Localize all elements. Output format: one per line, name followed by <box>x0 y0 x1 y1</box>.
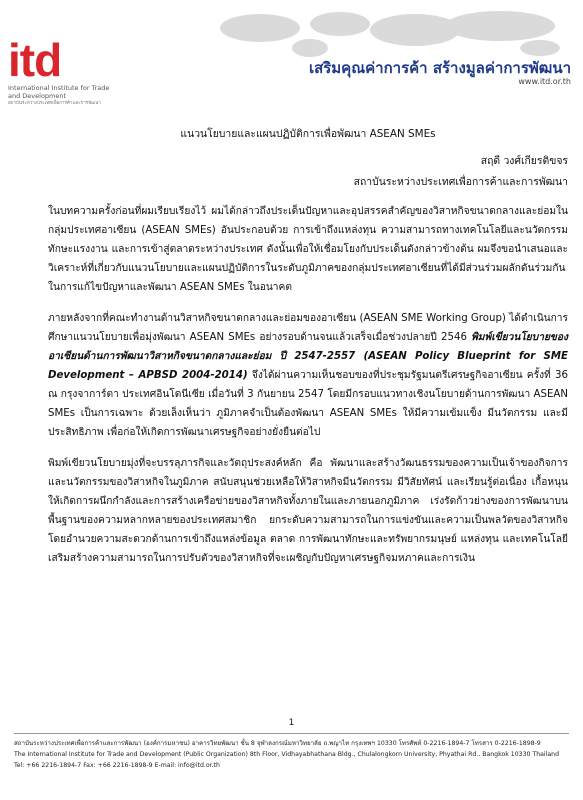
world-map-graphic <box>200 6 580 61</box>
page-header <box>0 0 583 118</box>
footer-address-th: สถาบันระหว่างประเทศเพื่อการค้าและการพัฒนา (องค์การมหาชน) อาคารวิทยพัฒนา ชั้น 8 จุฬาลงกรณ์มหาวิทยาลัย ถ.พญาไท กรุงเทพฯ 10330 โทรศัพท์ 0-2216-1894-7 โทรสาร 0-2216-1898-9 <box>14 740 541 747</box>
logo-subtitle-th: สถาบันระหว่างประเทศเพื่อการค้าและการพัฒนา <box>8 101 101 106</box>
page-footer <box>14 738 574 771</box>
paragraph-3: พิมพ์เขียวนโยบายมุ่งที่จะบรรลุภารกิจและวัตถุประสงค์หลัก คือ พัฒนาและสร้างวัฒนธรรมของความเป็นเจ้าของกิจการและนวัตกรรมของวิสาหกิจในภูมิภาค สนับสนุนช่วยเหลือให้วิสาหกิจมีนวัตกรรม มีวิสัยทัศน์ และเรียนรู้ต่อเนื่อง เกื้อหนุนให้เกิดการผนึกกำลังและการสร้างเครือข่ายของวิสาหกิจทั้งภายในและภายนอกภูมิภาค เร่งรัดก้าวย่างของการพัฒนาบนพื้นฐานของความหลากหลายของประเทศสมาชิก ยกระดับความสามารถในการแข่งขันและความเป็นพลวัตของวิสาหกิจ โดยอำนวยความสะดวกด้านการเข้าถึงแหล่งข้อมูล ตลาด การพัฒนาทักษะและทรัพยากรมนุษย์ แหล่งทุน และเทคโนโลยี เสริมสร้างความสามารถในการปรับตัวของวิสาหกิจที่จะเผชิญกับปัญหาเศรษฐกิจมหภาคและการเงิน <box>48 458 568 564</box>
page-number: 1 <box>288 718 295 728</box>
paragraph-2-part-b: จึงได้ผ่านความเห็นชอบของที่ประชุมรัฐมนตรีเศรษฐกิจอาเซียน ครั้งที่ 36 ณ กรุงจาการ์ตา ประเทศอินโดนีเซีย เมื่อวันที่ 3 กันยายน 2547 โดยมีกรอบแนวทางเชิงนโยบายด้านการพัฒนา ASEAN SMEs เป็นการเฉพาะ ด้วยเล็งเห็นว่า ภูมิภาคจำเป็นต้องพัฒนา ASEAN SMEs ให้มีความเข้มแข็ง มีนวัตกรรม และมีประสิทธิภาพ เพื่อก่อให้เกิดการพัฒนาเศรษฐกิจอย่างยั่งยืนต่อไป <box>48 370 568 438</box>
blueprint-title: พิมพ์เขียวนโยบายของอาเซียนด้านการพัฒนาวิสาหกิจขนาดกลางและย่อม ปี 2547-2557 (ASEAN Policy Blueprint for SME Development – APBSD 2004-2014) <box>48 332 568 381</box>
website-url: www.itd.or.th <box>518 77 571 86</box>
footer-address-en: The International Institute for Trade and Development (Public Organization) 8th Floor, Vidhayabhathana Bldg., Chulalongkorn University, Phyathai Rd., Bangkok 10330 Thailand <box>14 751 560 758</box>
logo-text: itd <box>8 34 62 86</box>
paragraph-2 <box>48 309 568 442</box>
logo-subtitle: International Institute for Trade and Development <box>8 84 110 100</box>
document-body <box>48 125 568 580</box>
paragraph-1: ในบทความครั้งก่อนที่ผมเรียบเรียงไว้ ผมได้กล่าวถึงประเด็นปัญหาและอุปสรรคสำคัญของวิสาหกิจขนาดกลางและย่อมในกลุ่มประเทศอาเซียน (ASEAN SMEs) อันประกอบด้วย การเข้าถึงแหล่งทุน ความสามารถทางเทคโนโลยีและนวัตกรรม ทักษะแรงงาน และการเข้าสู่ตลาดระหว่างประเทศ ดังนั้นเพื่อให้เชื่อมโยงกับประเด็นดังกล่าวข้างต้น ผมจึงขอนำเสนอและวิเคราะห์ที่เกี่ยวกับแนวนโยบายและแผนปฏิบัติการในระดับภูมิภาคของกลุ่มประเทศอาเซียนที่ได้มีส่วนร่วมผลักดันร่วมกันในการแก้ไขปัญหาและพัฒนา ASEAN SMEs ในอนาคต <box>48 206 568 293</box>
paragraph-2-part-a: ภายหลังจากที่คณะทำงานด้านวิสาหกิจขนาดกลางและย่อมของอาเซียน (ASEAN SME Working Group) ได้ดำเนินการศึกษาแนวนโยบายเพื่อมุ่งพัฒนา ASEAN SMEs อย่างรอบด้านจนแล้วเสร็จเมื่อช่วงปลายปี 2546 <box>48 313 568 343</box>
slogan: เสริมคุณค่าการค้า สร้างมูลค่าการพัฒนา <box>308 59 571 77</box>
itd-logo <box>8 34 120 107</box>
footer-contact: Tel: +66 2216-1894-7 Fax: +66 2216-1898-9 E-mail: info@itd.or.th <box>14 762 220 769</box>
author-name: สฤดี วงศ์เกียรติขจร <box>480 155 568 167</box>
footer-divider <box>14 733 569 734</box>
document-title: แนวนโยบายและแผนปฏิบัติการเพื่อพัฒนา ASEAN SMEs <box>180 128 436 140</box>
author-organization: สถาบันระหว่างประเทศเพื่อการค้าและการพัฒนา <box>353 176 568 188</box>
